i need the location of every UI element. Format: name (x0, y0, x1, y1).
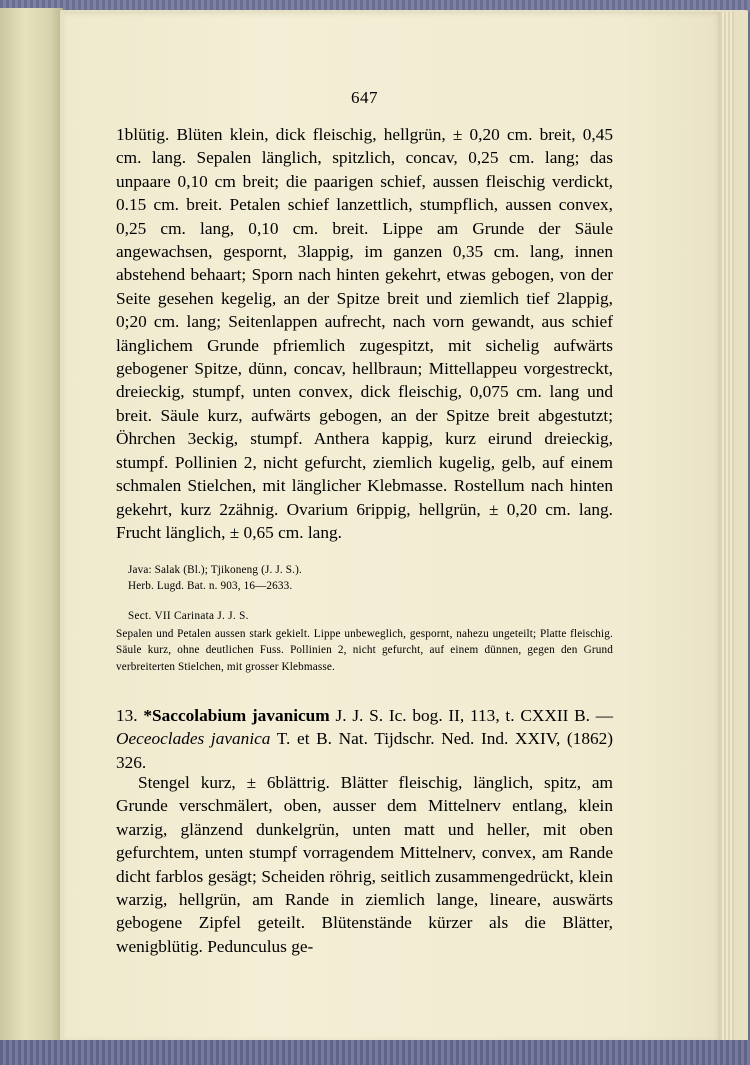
synonym-name: Oeceoclades javanica (116, 729, 271, 749)
species-number: 13. (116, 706, 138, 725)
herbarium-line: Herb. Lugd. Bat. n. 903, 16—2633. (128, 580, 293, 592)
stem-description-paragraph: Stengel kurz, ± 6blättrig. Blätter fleischig, länglich, spitz, am Grunde verschmälert, oben, ausser dem Mittelnerv entlang, klein warzig, glänzend dunkelgrün, unten matt und heller, mit oben gefurchtem, unten stumpf vorragendem Mittelnerv, convex, am Rande dicht farblos gesägt; Scheiden röhrig, seitlich zusammengedrückt, klein warzig, hellgrün, am Rande in ziemlich lange, lineare, auswärts gebogene Zipfel geteilt. Blütenstände kürzer als die Blätter, wenigblütig. Pedunculus ge- (116, 773, 613, 956)
locality-line: Java: Salak (Bl.); Tjikoneng (J. J. S.). (128, 564, 302, 576)
flower-description-paragraph: 1blütig. Blüten klein, dick fleischig, hellgrün, ± 0,20 cm. breit, 0,45 cm. lang. Sepalen länglich, spitzlich, concav, 0,25 cm. lang; das unpaare 0,10 cm breit; die paarigen schief, aussen fleischig verdickt, 0.15 cm. breit. Petalen schief lanzettlich, stumpflich, aussen convex, 0,25 cm. lang, 0,10 cm. breit. Lippe am Grunde der Säule angewachsen, gespornt, 3lappig, im ganzen 0,35 cm. lang, innen abstehend behaart; Sporn nach hinten gekehrt, etwas gebogen, von der Seite gesehen kegelig, an der Spitze breit und ziemlich tief 2lappig, 0;20 cm. lang; Seitenlappen aufrecht, nach vorn gewandt, aus schief länglichem Grunde pfriemlich zugespitzt, mit sichelig aufwärts gebogener Spitze, dünn, concav, hellbraun; Mittellappeu vorgestreckt, dreieckig, stumpf, unten convex, dick fleischig, 0,075 cm. lang und breit. Säule kurz, aufwärts gebogen, an der Spitze breit abgestutzt; Öhrchen 3eckig, stumpf. Anthera kappig, kurz eirund dreieckig, stumpf. Pollinien 2, nicht gefurcht, ziemlich kugelig, gelb, auf einem schmalen Stielchen, mit länglicher Klebmasse. Rostellum nach hinten gekehrt, kurz 2zähnig. Ovarium 6rippig, hellgrün, ± 0,20 cm. lang. Frucht länglich, ± 0,65 cm. lang. (116, 125, 613, 542)
section-heading: Sect. VII Carinata J. J. S. (128, 610, 249, 622)
book-spine (0, 8, 63, 1048)
species-name: *Saccolabium javanicum (143, 706, 330, 725)
species-citation-2: T. et B. Nat. Tijdschr. Ned. Ind. XXIV, (1862) 326. (116, 729, 614, 772)
book-cover-bottom (0, 1040, 750, 1065)
species-citation-1: J. J. S. Ic. bog. II, 113, t. CXXII B. — (335, 706, 614, 725)
species-entry (116, 704, 613, 774)
page-edge (720, 12, 734, 1042)
section-description: Sepalen und Petalen aussen stark gekielt. Lippe unbeweglich, gespornt, nahezu ungeteilt; Platte fleischig. Säule kurz, ohne deutlichen Fuss. Pollinien 2, nicht gefurcht, auf einem dünnen, gegen den Grund verbreiterten Stielchen, mit grosser Klebmasse. (116, 628, 613, 673)
page-number: 647 (351, 88, 378, 107)
